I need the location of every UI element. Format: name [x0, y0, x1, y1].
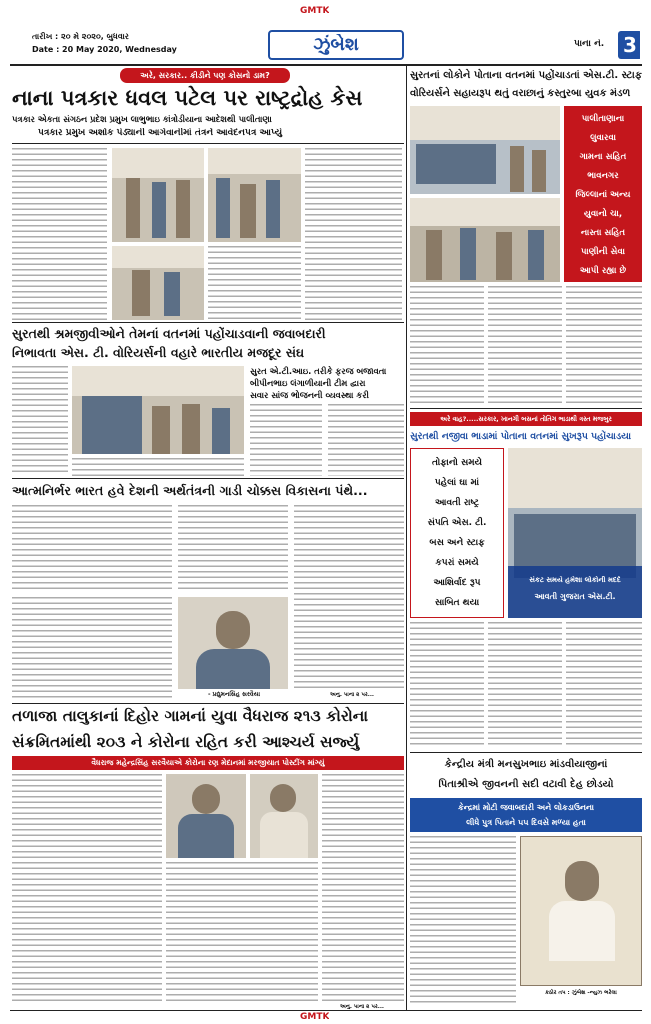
right1-side-line: ગામના સહિત — [579, 152, 627, 162]
story3-continued: અનુ. પાના ૨ પર... — [330, 692, 375, 698]
story4-continued: અનુ. પાના ૨ પર... — [340, 1004, 385, 1010]
story1-subhead2: પત્રકાર પ્રમુખ અશોક પંડ્યાની આગેવાનીમાં તંત્રને આવેદનપત્ર આપ્યું — [38, 128, 283, 138]
story4-text-col4 — [322, 774, 404, 1004]
story2-text-col3 — [250, 404, 322, 476]
story1-headline: નાના પત્રકાર ધવલ પટેલ પર રાષ્ટ્રદ્રોહ કેસ — [12, 86, 363, 110]
right2-kicker: અરે વાહ?.....સરકાર, ખાનગી બસનાં તોતિંગ ભાડાથી ત્રસ્ત મજબુર — [440, 415, 612, 423]
footer-brand: GMTK — [300, 1012, 330, 1022]
right1-photo2 — [410, 198, 560, 282]
story4-headline1: તળાજા તાલુકાનાં દિહોર ગામનાં યુવા વૈધરાજ ૨૧૩ કોરોના — [12, 707, 369, 725]
right2-rule — [410, 408, 642, 409]
story4-bar-text: વૈધરાજ મહેન્દ્રસિંહ સરવૈયાએ કોરોના રણ મેદાનમાં મરજીયાત પોસ્ટીંગ માંગ્યું — [91, 758, 325, 767]
right2-side-box — [410, 448, 504, 618]
story3-text-col1b — [12, 597, 172, 701]
right2-side-line: પહેલાં ઘા માં — [434, 478, 480, 488]
right1-side-line: નાસ્તા સહિત — [580, 228, 626, 238]
page-number: 3 — [618, 31, 640, 59]
story1-text-col3 — [208, 246, 301, 320]
story2-caption-lines — [72, 458, 244, 476]
story1-kicker: અરે, સરકાર.. કીડીને પણ કોસનો ડામ? — [140, 71, 270, 80]
top-strip — [0, 0, 651, 20]
story4-rule — [12, 703, 404, 704]
right1-side-line: યુવાનો ચા, — [583, 209, 623, 219]
right3-text-col1 — [410, 836, 516, 1004]
right3-bar — [410, 798, 642, 832]
logo: ઝુંબેશ — [313, 34, 359, 55]
story2-side-head2: બીપીનભાઇ લંગાળીયાની ટીમ દ્વારા — [250, 378, 366, 388]
right1-side-line: ભાવનગર — [587, 171, 619, 181]
story3-rule — [12, 478, 404, 479]
page-label: પાના નં. — [574, 39, 605, 49]
right3-rule — [410, 752, 642, 753]
right3-photo-caption: કઠોર તપ : ઝુંબેશ -ન્યુઝ ભરેલા — [545, 990, 617, 996]
right2-kicker-bg — [410, 412, 642, 426]
story4-photo1 — [166, 774, 246, 858]
story1-photo3 — [112, 246, 204, 320]
right3-headline1: કેન્દ્રીય મંત્રી મનસુખભાઇ માંડવીયાજીનાં — [444, 759, 608, 770]
right2-side-line: આશિર્વાદ રૂપ — [433, 578, 481, 588]
right1-side-line: લુવારવા — [590, 133, 616, 143]
date-en: Date : 20 May 2020, Wednesday — [32, 45, 177, 54]
right2-headline: સુરતથી નજીવા ભાડામાં પોતાના વતનમાં સુખરૂપ પહોંચાડયા — [410, 431, 632, 442]
story1-subhead1: પત્રકાર એકતા સંગઠન પ્રદેશ પ્રમુખ લાભુભાઇ કાંત્રોડીયાના આદેશથી પાલીતાણા — [12, 114, 272, 124]
story4-bar — [12, 756, 404, 770]
right1-side-line: જિલ્લાનાં અન્ય — [575, 190, 631, 200]
story3-headline: આત્મનિર્ભર ભારત હવે દેશની અર્થતંત્રની ગાડી ચોક્કસ વિકાસના પંથે... — [12, 483, 368, 498]
story1-text-col1 — [12, 148, 107, 320]
right2-side-line: સાબિત થયા — [434, 598, 480, 608]
right2-photo — [508, 448, 642, 618]
right2-photo-caption1: સંકટ સમયે હમેશા લોકોની મદદે — [529, 576, 621, 584]
logo-box — [268, 30, 404, 60]
story2-text-col1 — [12, 366, 68, 476]
right2-side-line: આવતી રાષ્ટ્ર — [435, 498, 479, 508]
story1-kicker-bg — [120, 68, 290, 83]
right2-side-line: તોફાનો સમયે — [432, 458, 482, 468]
right1-side-line: પાલીતાણાના — [581, 114, 625, 124]
right2-side-line: બસ અને સ્ટાફ — [429, 538, 485, 548]
column-divider — [406, 66, 407, 1010]
story2-headline2: નિભાવતા એસ. ટી. વોરિયર્સની વહારે ભારતીય મજદૂર સંઘ — [12, 345, 305, 360]
story2-photo — [72, 366, 244, 454]
right2-text-col1 — [410, 622, 484, 748]
story4-headline2: સંક્રમિતમાંથી ૨૦૩ ને કોરોના રહિત કરી આશ્ચર્ય સર્જ્યુ — [12, 733, 360, 751]
masthead-rule — [10, 64, 642, 66]
right2-photo-caption-bg — [508, 566, 642, 618]
story3-text-col2 — [178, 505, 288, 593]
story2-side-head1: સુરત એ.ટી.આઇ. તરીકે ફરજ બજાવતા — [250, 366, 387, 376]
right1-text-col1 — [410, 286, 484, 406]
brand-top: GMTK — [300, 6, 330, 16]
right3-headline2: પિતાશ્રીએ જીવનની સદી વટાવી દેહ છોડયો — [438, 779, 614, 790]
story3-text-col3b — [294, 659, 404, 689]
right1-text-col2 — [488, 286, 562, 406]
right3-bar1: કેન્દ્રમાં મોટી જવાબદારી અને લોકડાઉનના — [458, 803, 594, 812]
masthead — [30, 30, 640, 62]
story3-text-col3 — [294, 505, 404, 655]
right3-photo — [520, 836, 642, 986]
right1-headline2: વોરિયર્સને સહાયરૂપ થતું વરાછાનું કસ્તુરબા યુવક મંડળ — [410, 88, 631, 99]
story2-headline1: સુરતથી શ્રમજીવીઓને તેમનાં વતનમાં પહોંચાડવાની જવાબદારી — [12, 326, 326, 341]
story1-rule — [12, 143, 404, 144]
story3-credit: - પ્રદ્યુમનસિંહ સરવૈયા — [207, 691, 261, 698]
right2-side-line: સંપતિ એસ. ટી. — [427, 518, 487, 528]
story1-photo1 — [112, 148, 204, 242]
right1-photo1 — [410, 106, 560, 194]
right2-text-col3 — [566, 622, 642, 748]
right2-text-col2 — [488, 622, 562, 748]
right1-side-line: આપી રહ્યા છે — [579, 266, 627, 276]
story3-portrait — [178, 597, 288, 689]
story4-text-col1 — [12, 774, 162, 1004]
story2-side-head3: સવાર સાંજ ભોજનની વ્યવસ્થા કરી — [250, 390, 369, 400]
story3-text-col1 — [12, 505, 172, 593]
right3-bar2: લીધે પુત્ર પિતાને ૫૫ દિવસે મળ્યા હતા — [466, 818, 586, 827]
right2-side-line: કપરાં સમયે — [435, 558, 479, 568]
story1-photo2 — [208, 148, 301, 242]
right2-photo-caption2: આવતી ગુજરાત એસ.ટી. — [534, 592, 616, 601]
story2-text-col4 — [328, 404, 404, 476]
story4-photo2 — [250, 774, 318, 858]
right1-side-box — [564, 106, 642, 282]
story4-text-col2 — [166, 862, 318, 1004]
story1-text-col4 — [305, 148, 402, 320]
right1-text-col3 — [566, 286, 642, 406]
story2-rule — [12, 322, 404, 323]
date-line: તારીખ : ૨૦ મે ૨૦૨૦, બુધવાર — [32, 32, 129, 41]
footer-rule — [10, 1010, 642, 1011]
right1-headline1: સુરતનાં લોકોને પોતાના વતનમાં પહોંચાડતાં એસ.ટી. સ્ટાફ — [410, 70, 642, 81]
right1-side-line: પાણીની સેવા — [581, 247, 625, 257]
